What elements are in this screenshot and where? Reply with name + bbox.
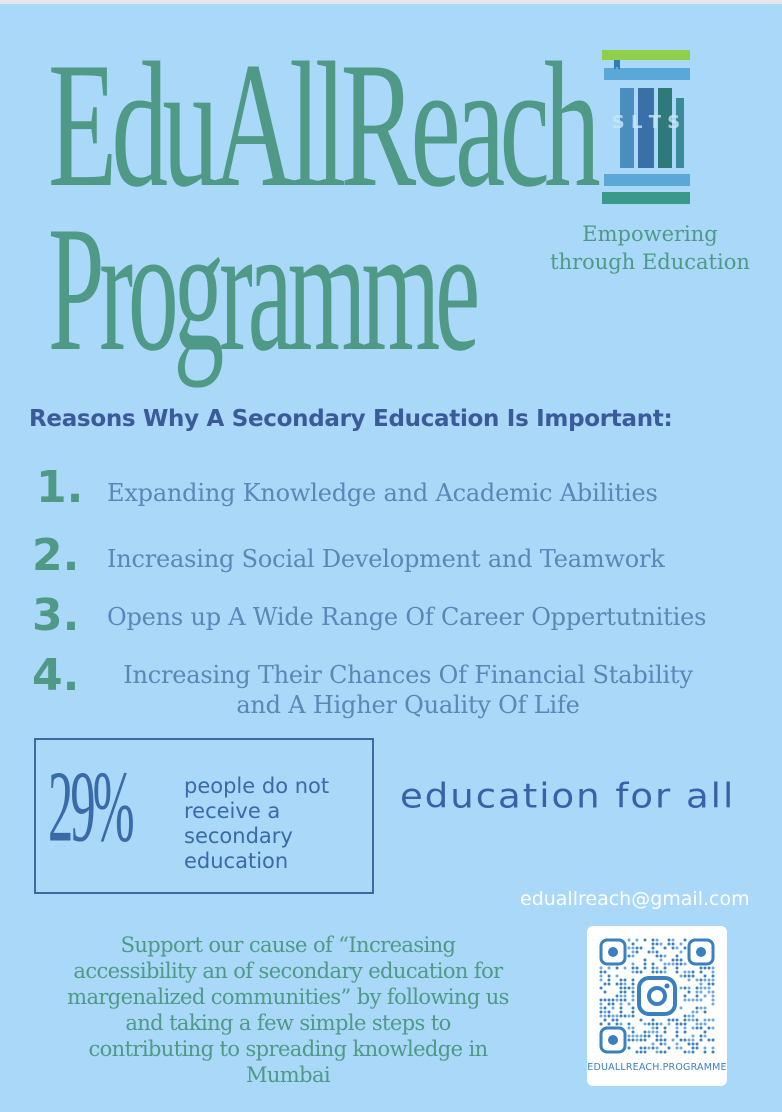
tagline-line-2: through Education xyxy=(550,250,750,274)
tagline xyxy=(540,220,760,276)
reason-text-3: Opens up A Wide Range Of Career Oppertutnities xyxy=(107,603,707,631)
contact-email[interactable]: eduallreach@gmail.com xyxy=(520,888,750,910)
statistic-label xyxy=(184,774,364,874)
reason-number-3: 3. xyxy=(32,590,80,641)
reason-number-4: 4. xyxy=(32,650,80,701)
support-line-4: and taking a few simple steps to xyxy=(125,1011,451,1035)
instagram-icon xyxy=(639,978,675,1014)
reason-text-1: Expanding Knowledge and Academic Abilities xyxy=(107,479,658,507)
reason-text-4-line-2: and A Higher Quality Of Life xyxy=(236,691,580,719)
qr-caption: EDUALLREACH.PROGRAMME xyxy=(587,1062,727,1073)
statistic-line-2: receive a xyxy=(184,799,281,823)
support-line-5: contributing to spreading knowledge in xyxy=(88,1037,488,1061)
books-stack-icon xyxy=(600,48,692,208)
support-line-2: accessibility an of secondary education for xyxy=(73,959,503,983)
statistic-line-1: people do not xyxy=(184,774,330,798)
tagline-line-1: Empowering xyxy=(582,222,718,246)
reason-number-1: 1. xyxy=(36,462,84,513)
section-heading: Reasons Why A Secondary Education Is Important: xyxy=(29,406,673,432)
support-line-3: margenalized communities” by following us xyxy=(67,985,509,1009)
statistic-box xyxy=(34,738,374,894)
statistic-value: 29% xyxy=(48,752,132,864)
qr-code-pattern xyxy=(599,938,715,1054)
title-line-1: EduAllReach xyxy=(48,25,595,225)
reason-text-4 xyxy=(78,660,738,720)
reason-number-2: 2. xyxy=(32,530,80,581)
svg-text:S L T S: S L T S xyxy=(611,112,681,133)
poster xyxy=(0,4,782,1112)
support-line-6: Mumbai xyxy=(245,1063,331,1087)
reason-text-4-line-1: Increasing Their Chances Of Financial Stability xyxy=(123,661,693,689)
support-line-1: Support our cause of “Increasing xyxy=(120,933,456,957)
instagram-qr-code[interactable] xyxy=(587,926,727,1086)
title-line-2: Programme xyxy=(48,189,476,389)
slogan: education for all xyxy=(400,776,736,816)
statistic-line-4: education xyxy=(184,849,289,873)
support-message xyxy=(26,932,550,1088)
reason-text-2: Increasing Social Development and Teamwork xyxy=(107,545,665,573)
statistic-line-3: secondary xyxy=(184,824,293,848)
